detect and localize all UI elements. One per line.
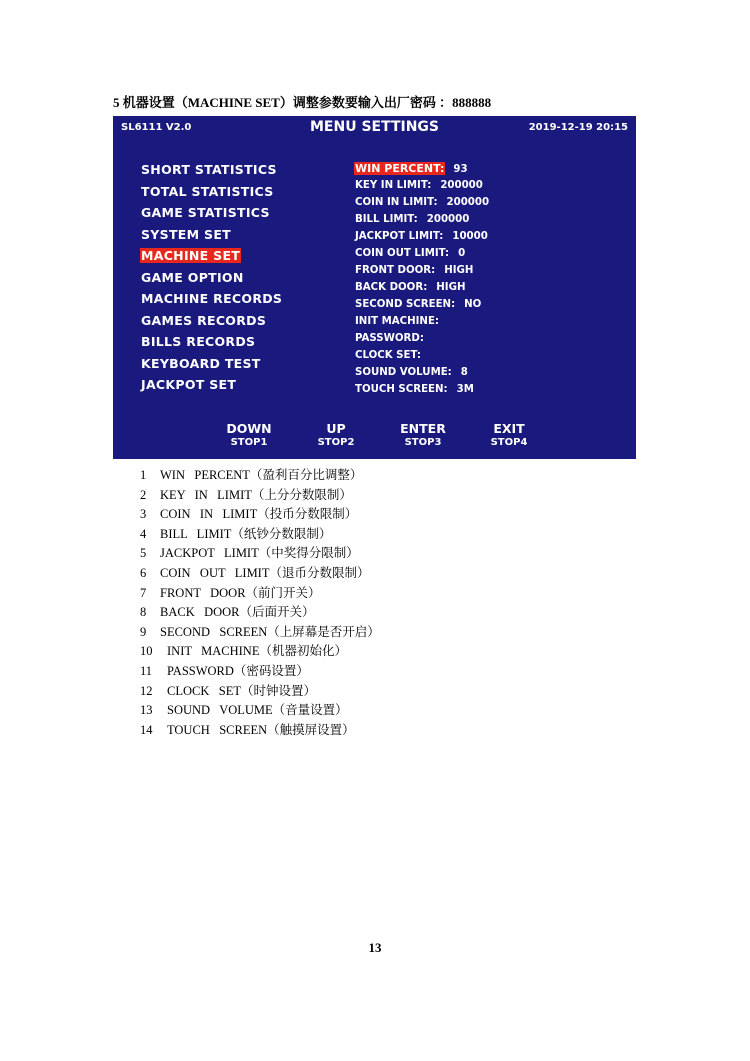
list-item: 2 KEY IN LIMIT（上分分数限制） [140,487,352,502]
list-item: 11 PASSWORD（密码设置） [140,663,309,678]
menu-item-short-statistics[interactable]: SHORT STATISTICS [141,162,277,177]
setting-touch-screen[interactable]: TOUCH SCREEN: 3M [355,384,474,395]
up-key[interactable]: UP STOP2 [317,421,355,448]
setting-password[interactable]: PASSWORD: [355,333,424,344]
menu-item-total-statistics[interactable]: TOTAL STATISTICS [141,183,274,199]
settings-explanation-list [140,466,380,740]
menu-settings-screen [113,116,636,459]
list-item: 5 JACKPOT LIMIT（中奖得分限制） [140,546,359,561]
list-item: 6 COIN OUT LIMIT（退币分数限制） [140,565,370,580]
setting-second-screen[interactable]: SECOND SCREEN: NO [355,299,482,310]
list-item: 8 BACK DOOR（后面开关） [140,605,315,620]
menu-item-machine-records[interactable]: MACHINE RECORDS [141,291,283,306]
setting-clock-set[interactable]: CLOCK SET: [355,350,421,361]
list-item: 1 WIN PERCENT（盈利百分比调整） [140,468,363,482]
page-number: 13 [368,940,382,955]
setting-key-in-limit[interactable]: KEY IN LIMIT: 200000 [355,180,483,191]
list-item: 12 CLOCK SET（时钟设置） [140,683,316,698]
screen-title: MENU SETTINGS [309,119,440,135]
down-key[interactable]: DOWN STOP1 [226,421,272,448]
setting-jackpot-limit[interactable]: JACKPOT LIMIT: 10000 [355,231,488,242]
menu-item-game-statistics[interactable]: GAME STATISTICS [141,205,270,220]
section-heading: 5 机器设置（MACHINE SET）调整参数要输入出厂密码 ：888888 [113,95,492,110]
datetime-label: 2019-12-19 20:15 [528,122,628,133]
list-item: 3 COIN IN LIMIT（投币分数限制） [140,507,358,522]
setting-init-machine[interactable]: INIT MACHINE: [355,316,439,327]
list-item: 9 SECOND SCREEN（上屏幕是否开启） [140,624,380,639]
list-item: 14 TOUCH SCREEN（触摸屏设置） [140,722,355,737]
version-label: SL6111 V2.0 [121,122,192,133]
menu-item-game-option[interactable]: GAME OPTION [141,269,244,285]
menu-item-system-set[interactable]: SYSTEM SET [141,226,231,242]
main-menu [140,162,283,399]
setting-sound-volume[interactable]: SOUND VOLUME: 8 [355,367,468,378]
setting-coin-out-limit[interactable]: COIN OUT LIMIT: 0 [355,248,466,259]
list-item: 4 BILL LIMIT（纸钞分数限制） [140,526,332,541]
menu-item-keyboard-test[interactable]: KEYBOARD TEST [141,355,261,371]
enter-key[interactable]: ENTER STOP3 [400,421,446,448]
setting-coin-in-limit[interactable]: COIN IN LIMIT: 200000 [355,197,490,208]
setting-front-door[interactable]: FRONT DOOR: HIGH [355,265,474,276]
machine-settings-list [354,162,489,400]
menu-item-jackpot-set[interactable]: JACKPOT SET [141,377,237,392]
setting-back-door[interactable]: BACK DOOR: HIGH [355,282,466,293]
setting-bill-limit[interactable]: BILL LIMIT: 200000 [355,214,470,225]
menu-item-bills-records[interactable]: BILLS RECORDS [141,334,256,349]
menu-item-machine-set[interactable]: MACHINE SET [141,248,241,263]
list-item: 10 INIT MACHINE（机器初始化） [140,644,347,659]
list-item: 7 FRONT DOOR（前门开关） [140,585,321,600]
menu-item-games-records[interactable]: GAMES RECORDS [141,312,267,328]
exit-key[interactable]: EXIT STOP4 [490,421,528,448]
list-item: 13 SOUND VOLUME（音量设置） [140,703,348,718]
setting-win-percent[interactable]: WIN PERCENT: 93 [355,162,468,175]
